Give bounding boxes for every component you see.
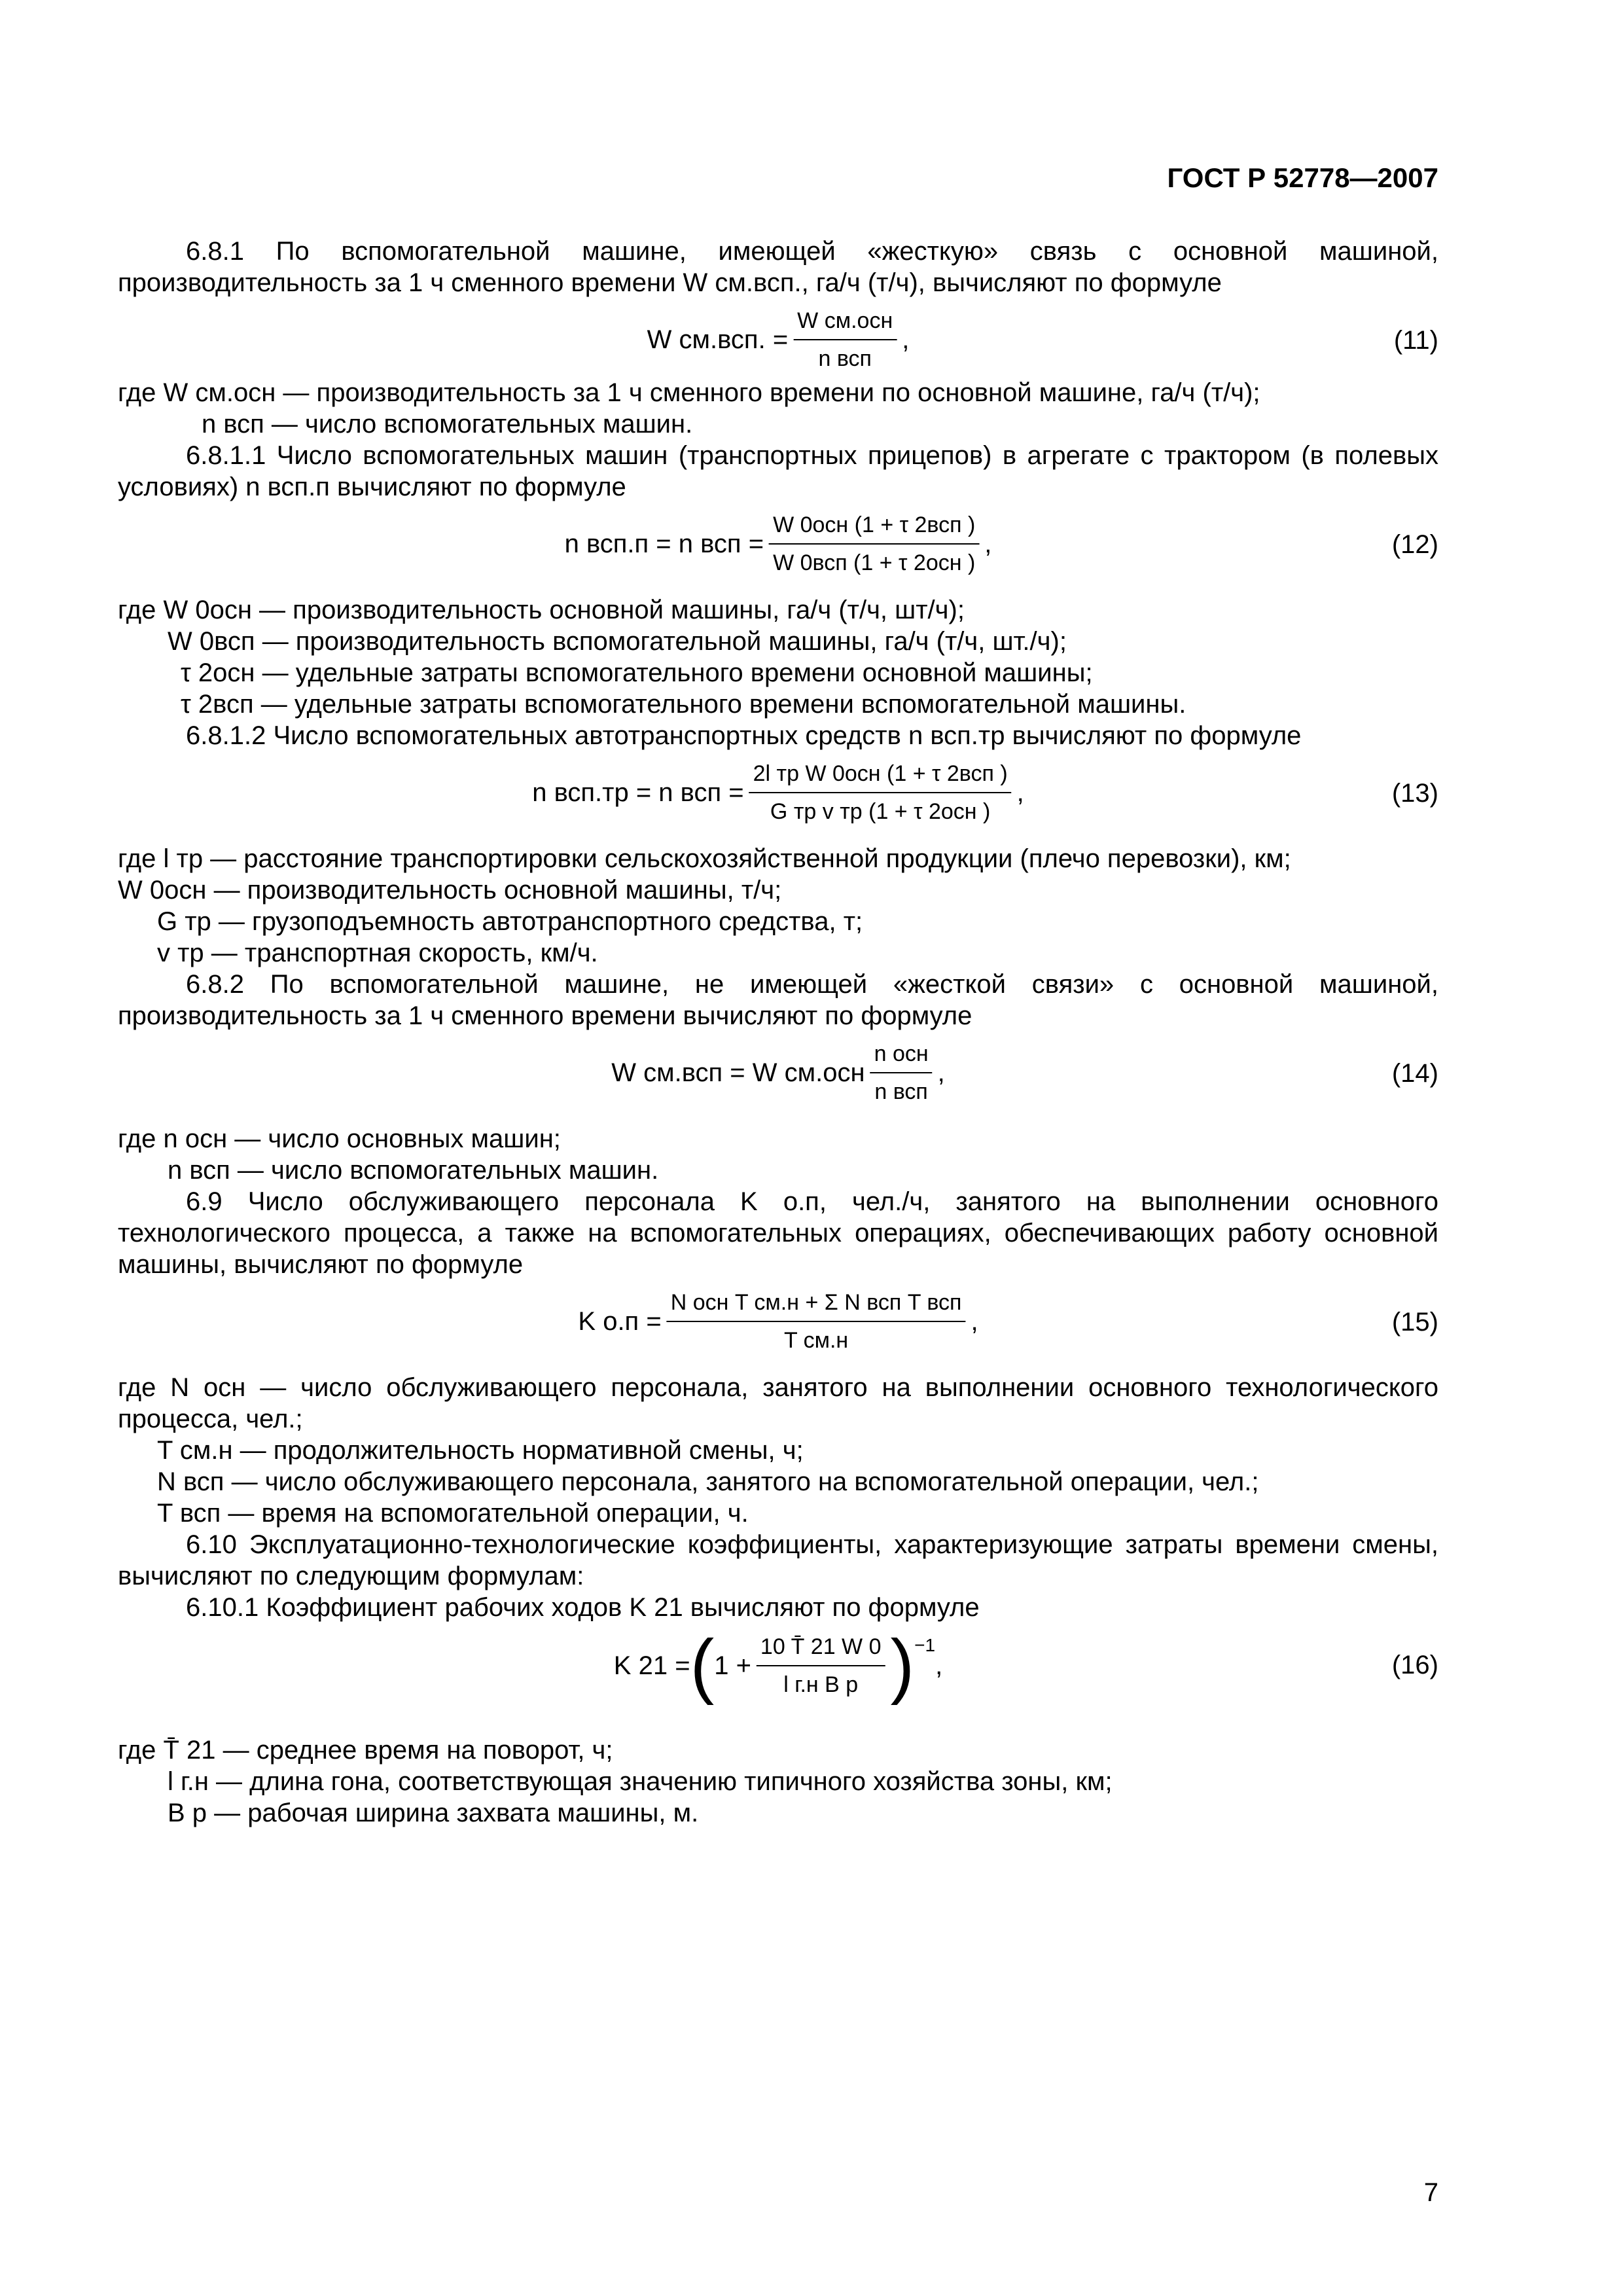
formula-13-denominator: G тр v тр (1 + τ 2осн ) bbox=[770, 799, 991, 824]
formula-12-lhs: n всп.п = n всп = bbox=[564, 529, 764, 558]
formula-12-denominator: W 0всп (1 + τ 2осн ) bbox=[773, 550, 976, 575]
formula-12: n всп.п = n всп = $\frac{\text{W 0осн (1 + τ 2всп )}}{\text{W 0всп (1 + τ 2осн )}}$ , (12) bbox=[118, 503, 1438, 594]
definition-line: n всп — число вспомогательных машин. bbox=[202, 410, 693, 439]
definition-line: где n осн — число основных машин; bbox=[118, 1124, 561, 1153]
formula-11: W см.всп. = $\frac{\text{W см.осн}}{\text{n всп}}$ , (11) bbox=[118, 298, 1438, 377]
formula-13-lhs: n всп.тр = n всп = bbox=[532, 778, 744, 807]
open-paren-symbol: ( bbox=[690, 1625, 715, 1706]
definition-line: где W см.осн — производительность за 1 ч сменного времени по основной машине, га/ч (т/ч); bbox=[118, 378, 1260, 407]
close-paren-symbol: ) bbox=[890, 1625, 915, 1706]
formula-16: K 21 = ( 1 + $\frac{10 T̄ 21 W 0}{\text{l г.н B р}}$ ) $^{-1}$ , (16) bbox=[613, 1625, 1438, 1706]
equation-number-13: (13) bbox=[1391, 779, 1438, 808]
paragraph-6-10-1: 6.10.1 Коэффициент рабочих ходов K 21 вычисляют по формуле bbox=[186, 1593, 980, 1622]
paragraph-6-10: 6.10 Эксплуатационно-технологические коэффициенты, характеризующие затраты времени смены, вычисляют по следующим формулам: bbox=[118, 1530, 1438, 1590]
definition-line: τ 2всп — удельные затраты вспомогательного времени вспомогательной машины. bbox=[181, 690, 1186, 719]
definition-line: G тр — грузоподъемность автотранспортного средства, т; bbox=[157, 907, 863, 936]
formula-16-denominator: l г.н B р bbox=[783, 1672, 859, 1697]
definition-line: T см.н — продолжительность нормативной смены, ч; bbox=[157, 1436, 804, 1465]
definition-line: B р — рабочая ширина захвата машины, м. bbox=[168, 1799, 699, 1827]
formula-16-exponent: −1 bbox=[914, 1635, 936, 1655]
formula-11-lhs: W см.всп. = bbox=[647, 325, 789, 354]
formula-14-numerator: n осн bbox=[870, 1038, 933, 1073]
paragraph-6-8-1: 6.8.1 По вспомогательной машине, имеющей «жесткую» связь с основной машиной, производительность за 1 ч сменного времени W см.всп., га/ч (т/ч), вычисляют по формуле bbox=[118, 237, 1438, 297]
page-content bbox=[118, 236, 1438, 1829]
definition-line: где N осн — число обслуживающего персонала, занятого на выполнении основного технологического процесса, чел.; bbox=[118, 1373, 1438, 1433]
definition-line: n всп — число вспомогательных машин. bbox=[168, 1156, 659, 1185]
formula-12-numerator: W 0осн (1 + τ 2всп ) bbox=[769, 509, 979, 545]
formula-11-denominator: n всп bbox=[818, 346, 872, 371]
formula-16-lhs: K 21 = bbox=[613, 1651, 690, 1680]
definition-line: W 0осн — производительность основной машины, т/ч; bbox=[118, 876, 782, 905]
definition-line: где W 0осн — производительность основной машины, га/ч (т/ч, шт/ч); bbox=[118, 596, 965, 624]
definition-line: T всп — время на вспомогательной операции, ч. bbox=[157, 1499, 749, 1528]
definition-line: W 0всп — производительность вспомогательной машины, га/ч (т/ч, шт./ч); bbox=[168, 627, 1067, 656]
equation-number-16: (16) bbox=[1391, 1651, 1438, 1679]
page-number: 7 bbox=[1423, 2178, 1438, 2207]
definition-line: где T̄ 21 — среднее время на поворот, ч; bbox=[118, 1736, 613, 1765]
definition-line: τ 2осн — удельные затраты вспомогательного времени основной машины; bbox=[181, 658, 1093, 687]
formula-15-denominator: T см.н bbox=[783, 1328, 849, 1353]
formula-14-lhs: W см.всп = W см.осн bbox=[611, 1058, 865, 1087]
equation-number-12: (12) bbox=[1391, 530, 1438, 559]
document-header: ГОСТ Р 52778—2007 bbox=[1167, 162, 1438, 193]
formula-15: K о.п = $\frac{\text{N осн T см.н + Σ N всп T всп}}{\text{T см.н}}$ , (15) bbox=[118, 1280, 1438, 1372]
formula-16-numerator: 10 T̄ 21 W 0 bbox=[757, 1631, 885, 1666]
formula-11-numerator: W см.осн bbox=[793, 305, 897, 340]
paragraph-6-8-1-1: 6.8.1.1 Число вспомогательных машин (транспортных прицепов) в агрегате с трактором (в полевых условиях) n всп.п вычисляют по формуле bbox=[118, 441, 1438, 501]
definition-line: l г.н — длина гона, соответствующая значению типичного хозяйства зоны, км; bbox=[168, 1767, 1113, 1796]
definition-line: где l тр — расстояние транспортировки сельскохозяйственной продукции (плечо перевозки), км; bbox=[118, 844, 1291, 873]
paragraph-6-8-2: 6.8.2 По вспомогательной машине, не имеющей «жесткой связи» с основной машиной, производительность за 1 ч сменного времени вычисляют по формуле bbox=[118, 970, 1438, 1030]
equation-number-11: (11) bbox=[1393, 326, 1438, 355]
formula-13: n всп.тр = n всп = $\frac{\text{2l тр W 0осн (1 + τ 2всп )}}{\text{G тр v тр (1 + τ 2осн )}}$ , (13) bbox=[118, 751, 1438, 843]
formula-15-lhs: K о.п = bbox=[578, 1307, 662, 1336]
formula-14: W см.всп = W см.осн $\frac{\text{n осн}}{\text{n всп}}$ , (14) bbox=[118, 1031, 1438, 1123]
equation-number-14: (14) bbox=[1391, 1059, 1438, 1088]
paragraph-6-9: 6.9 Число обслуживающего персонала K о.п, чел./ч, занятого на выполнении основного технологического процесса, а также на вспомогательных операциях, обеспечивающих работу основной машины, вычисляют по формуле bbox=[118, 1187, 1438, 1279]
definition-line: v тр — транспортная скорость, км/ч. bbox=[157, 939, 598, 967]
definition-line: N всп — число обслуживающего персонала, занятого на вспомогательной операции, чел.; bbox=[157, 1467, 1259, 1496]
formula-16-one: 1 + bbox=[714, 1651, 751, 1680]
formula-15-numerator: N осн T см.н + Σ N всп T всп bbox=[667, 1287, 966, 1322]
equation-number-15: (15) bbox=[1391, 1308, 1438, 1336]
formula-13-numerator: 2l тр W 0осн (1 + τ 2всп ) bbox=[749, 758, 1012, 793]
formula-14-denominator: n всп bbox=[874, 1079, 928, 1104]
paragraph-6-8-1-2: 6.8.1.2 Число вспомогательных автотранспортных средств n всп.тр вычисляют по формуле bbox=[186, 721, 1302, 750]
